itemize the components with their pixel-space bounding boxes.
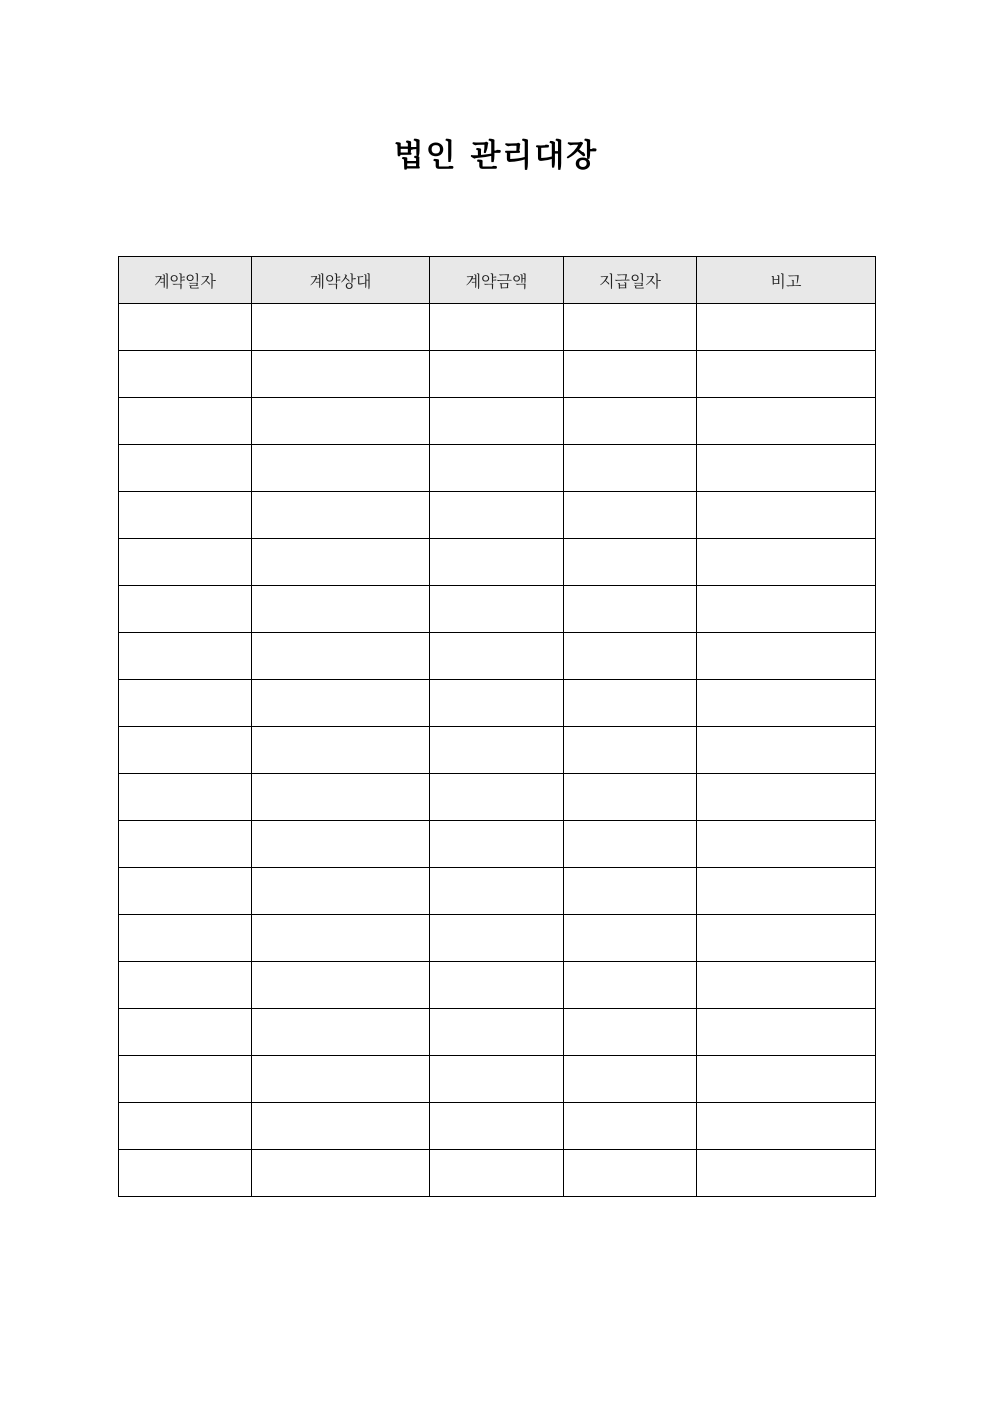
cell-contract-amount[interactable] [430, 586, 564, 633]
cell-counterparty[interactable] [252, 821, 430, 868]
cell-contract-date[interactable] [119, 633, 252, 680]
cell-payment-date[interactable] [564, 727, 697, 774]
cell-contract-amount[interactable] [430, 1056, 564, 1103]
cell-remarks[interactable] [697, 586, 876, 633]
cell-payment-date[interactable] [564, 1150, 697, 1197]
cell-payment-date[interactable] [564, 633, 697, 680]
cell-contract-amount[interactable] [430, 821, 564, 868]
cell-contract-amount[interactable] [430, 351, 564, 398]
cell-contract-date[interactable] [119, 304, 252, 351]
cell-payment-date[interactable] [564, 445, 697, 492]
cell-contract-amount[interactable] [430, 633, 564, 680]
cell-remarks[interactable] [697, 680, 876, 727]
cell-contract-date[interactable] [119, 868, 252, 915]
column-header-payment-date: 지급일자 [564, 257, 697, 304]
table-row [119, 1056, 876, 1103]
cell-payment-date[interactable] [564, 962, 697, 1009]
cell-contract-date[interactable] [119, 1056, 252, 1103]
cell-contract-date[interactable] [119, 492, 252, 539]
table-row [119, 445, 876, 492]
cell-remarks[interactable] [697, 1009, 876, 1056]
cell-contract-date[interactable] [119, 680, 252, 727]
cell-counterparty[interactable] [252, 492, 430, 539]
column-header-counterparty: 계약상대 [252, 257, 430, 304]
cell-counterparty[interactable] [252, 539, 430, 586]
cell-remarks[interactable] [697, 915, 876, 962]
cell-contract-amount[interactable] [430, 445, 564, 492]
cell-remarks[interactable] [697, 1103, 876, 1150]
cell-remarks[interactable] [697, 351, 876, 398]
cell-remarks[interactable] [697, 539, 876, 586]
table-header-row [119, 257, 876, 304]
cell-contract-amount[interactable] [430, 727, 564, 774]
cell-counterparty[interactable] [252, 915, 430, 962]
cell-payment-date[interactable] [564, 774, 697, 821]
table-row [119, 304, 876, 351]
table-row [119, 398, 876, 445]
cell-remarks[interactable] [697, 304, 876, 351]
table-body [119, 304, 876, 1197]
cell-payment-date[interactable] [564, 351, 697, 398]
table-row [119, 1009, 876, 1056]
cell-contract-date[interactable] [119, 915, 252, 962]
cell-contract-amount[interactable] [430, 1009, 564, 1056]
cell-payment-date[interactable] [564, 868, 697, 915]
table-row [119, 915, 876, 962]
cell-contract-amount[interactable] [430, 1103, 564, 1150]
table-row [119, 1150, 876, 1197]
cell-payment-date[interactable] [564, 680, 697, 727]
cell-counterparty[interactable] [252, 586, 430, 633]
cell-counterparty[interactable] [252, 868, 430, 915]
cell-payment-date[interactable] [564, 398, 697, 445]
cell-contract-amount[interactable] [430, 492, 564, 539]
cell-contract-amount[interactable] [430, 962, 564, 1009]
ledger-table [118, 256, 876, 1197]
cell-remarks[interactable] [697, 492, 876, 539]
table-row [119, 680, 876, 727]
cell-contract-date[interactable] [119, 962, 252, 1009]
cell-payment-date[interactable] [564, 304, 697, 351]
cell-payment-date[interactable] [564, 586, 697, 633]
cell-contract-amount[interactable] [430, 915, 564, 962]
cell-payment-date[interactable] [564, 1103, 697, 1150]
cell-counterparty[interactable] [252, 1103, 430, 1150]
cell-counterparty[interactable] [252, 727, 430, 774]
cell-contract-amount[interactable] [430, 868, 564, 915]
table-row [119, 962, 876, 1009]
cell-contract-amount[interactable] [430, 539, 564, 586]
cell-payment-date[interactable] [564, 1009, 697, 1056]
cell-remarks[interactable] [697, 1056, 876, 1103]
page-title: 법인 관리대장 [393, 138, 599, 174]
cell-contract-date[interactable] [119, 774, 252, 821]
table-row [119, 868, 876, 915]
cell-remarks[interactable] [697, 962, 876, 1009]
cell-contract-amount[interactable] [430, 774, 564, 821]
cell-counterparty[interactable] [252, 398, 430, 445]
cell-counterparty[interactable] [252, 1056, 430, 1103]
cell-contract-date[interactable] [119, 586, 252, 633]
table-row [119, 586, 876, 633]
cell-remarks[interactable] [697, 398, 876, 445]
cell-contract-date[interactable] [119, 445, 252, 492]
cell-contract-date[interactable] [119, 539, 252, 586]
cell-remarks[interactable] [697, 445, 876, 492]
column-header-remarks: 비고 [697, 257, 876, 304]
cell-counterparty[interactable] [252, 351, 430, 398]
cell-contract-date[interactable] [119, 821, 252, 868]
cell-payment-date[interactable] [564, 915, 697, 962]
cell-payment-date[interactable] [564, 539, 697, 586]
cell-remarks[interactable] [697, 774, 876, 821]
cell-counterparty[interactable] [252, 445, 430, 492]
cell-contract-date[interactable] [119, 1009, 252, 1056]
cell-contract-amount[interactable] [430, 680, 564, 727]
cell-contract-amount[interactable] [430, 398, 564, 445]
cell-contract-amount[interactable] [430, 304, 564, 351]
table-row [119, 774, 876, 821]
cell-payment-date[interactable] [564, 821, 697, 868]
cell-contract-date[interactable] [119, 727, 252, 774]
table-row [119, 351, 876, 398]
cell-remarks[interactable] [697, 1150, 876, 1197]
cell-counterparty[interactable] [252, 680, 430, 727]
cell-remarks[interactable] [697, 821, 876, 868]
cell-contract-date[interactable] [119, 1150, 252, 1197]
column-header-contract-amount: 계약금액 [430, 257, 564, 304]
cell-contract-date[interactable] [119, 398, 252, 445]
cell-remarks[interactable] [697, 633, 876, 680]
cell-remarks[interactable] [697, 868, 876, 915]
cell-remarks[interactable] [697, 727, 876, 774]
cell-counterparty[interactable] [252, 1150, 430, 1197]
table-row [119, 633, 876, 680]
table-row [119, 727, 876, 774]
table-row [119, 821, 876, 868]
cell-counterparty[interactable] [252, 633, 430, 680]
cell-counterparty[interactable] [252, 774, 430, 821]
cell-counterparty[interactable] [252, 1009, 430, 1056]
cell-payment-date[interactable] [564, 1056, 697, 1103]
cell-counterparty[interactable] [252, 304, 430, 351]
cell-contract-amount[interactable] [430, 1150, 564, 1197]
cell-contract-date[interactable] [119, 351, 252, 398]
cell-counterparty[interactable] [252, 962, 430, 1009]
table-row [119, 1103, 876, 1150]
table-row [119, 492, 876, 539]
table-row [119, 539, 876, 586]
column-header-contract-date: 계약일자 [119, 257, 252, 304]
cell-contract-date[interactable] [119, 1103, 252, 1150]
cell-payment-date[interactable] [564, 492, 697, 539]
